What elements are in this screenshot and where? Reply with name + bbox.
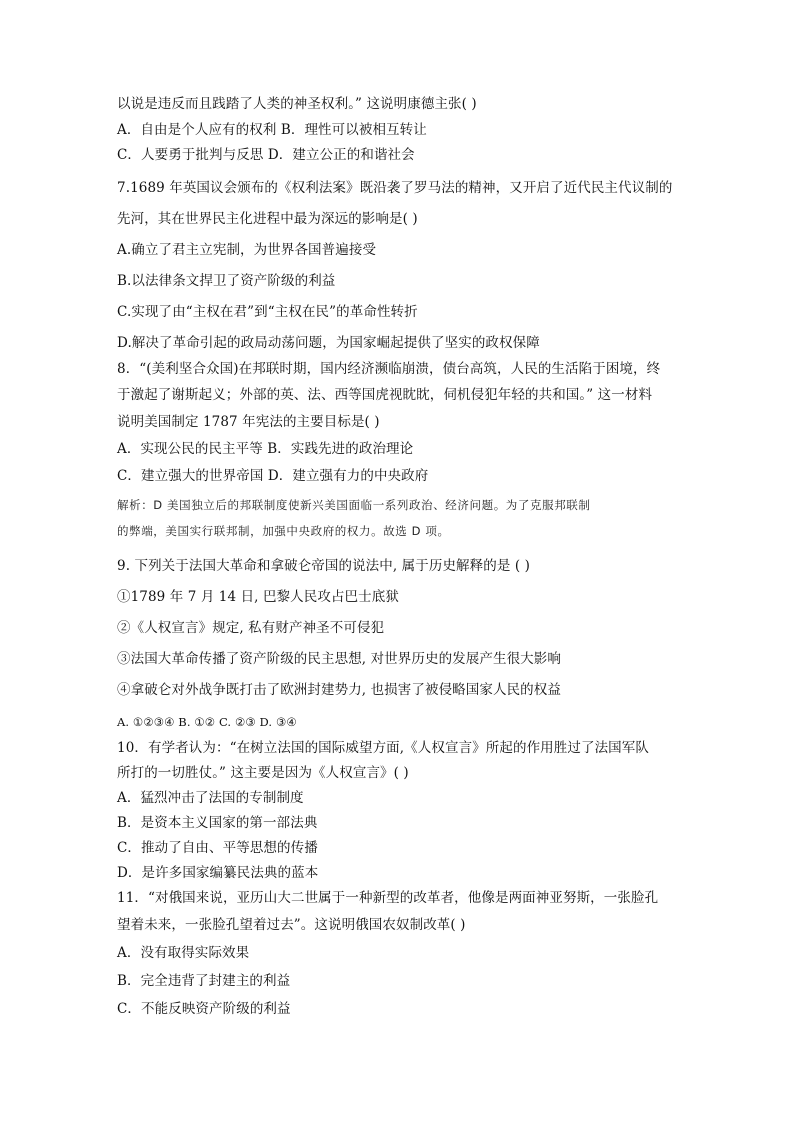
- q11-option-a: A．没有取得实际效果: [117, 945, 250, 961]
- q11-option-c: C．不能反映资产阶级的利益: [117, 1001, 291, 1017]
- q10-option-b: B．是资本主义国家的第一部法典: [117, 815, 318, 831]
- q9-stem: 9. 下列关于法国大革命和拿破仑帝国的说法中, 属于历史解释的是 ( ): [117, 558, 530, 574]
- q8-stem-line-2: 于激起了谢斯起义；外部的英、法、西等国虎视眈眈，伺机侵犯年轻的共和国。” 这一材料: [117, 387, 653, 403]
- q6-options-ab: A．自由是个人应有的权利 B．理性可以被相互转让: [117, 122, 427, 138]
- q10-option-c: C．推动了自由、平等思想的传播: [117, 840, 318, 856]
- q7-stem-line-2: 先河，其在世界民主化进程中最为深远的影响是( ): [117, 211, 418, 227]
- q9-options: A. ①②③④ B. ①② C. ②③ D. ③④: [117, 715, 297, 729]
- q7-stem-line-1: 7.1689 年英国议会颁布的《权利法案》既沿袭了罗马法的精神，又开启了近代民主代议制的: [117, 180, 673, 196]
- q6-stem-line: 以说是违反而且践踏了人类的神圣权利。” 这说明康德主张( ): [117, 96, 477, 112]
- q8-stem-line-3: 说明美国制定 1787 年宪法的主要目标是( ): [117, 414, 380, 430]
- q8-options-ab: A．实现公民的民主平等 B．实践先进的政治理论: [117, 441, 414, 457]
- q11-option-b: B．完全违背了封建主的利益: [117, 973, 291, 989]
- q10-stem-line-2: 所打的一切胜仗。” 这主要是因为《人权宣言》( ): [117, 765, 409, 781]
- q7-option-d: D.解决了革命引起的政局动荡问题，为国家崛起提供了坚实的政权保障: [117, 335, 540, 351]
- q9-item-4: ④拿破仑对外战争既打击了欧洲封建势力, 也损害了被侵略国家人民的权益: [117, 682, 561, 698]
- q8-options-cd: C．建立强大的世界帝国 D．建立强有力的中央政府: [117, 468, 429, 484]
- q10-stem-line-1: 10．有学者认为：“在树立法国的国际威望方面,《人权宣言》所起的作用胜过了法国军队: [117, 740, 649, 756]
- q7-option-a: A.确立了君主立宪制，为世界各国普遍接受: [117, 242, 377, 258]
- q9-item-1: ①1789 年 7 月 14 日, 巴黎人民攻占巴士底狱: [117, 589, 399, 605]
- q9-item-2: ②《人权宣言》规定, 私有财产神圣不可侵犯: [117, 620, 385, 636]
- q8-analysis-line-1: 解析：D 美国独立后的邦联制度使新兴美国面临一系列政治、经济问题。为了克服邦联制: [117, 498, 591, 512]
- q7-option-b: B.以法律条文捍卫了资产阶级的利益: [117, 273, 336, 289]
- q9-item-3: ③法国大革命传播了资产阶级的民主思想, 对世界历史的发展产生很大影响: [117, 651, 561, 667]
- q6-options-cd: C．人要勇于批判与反思 D．建立公正的和谐社会: [117, 147, 415, 163]
- q7-option-c: C.实现了由“主权在君”到“主权在民”的革命性转折: [117, 304, 418, 320]
- q11-stem-line-1: 11．“对俄国来说，亚历山大二世属于一种新型的改革者，他像是两面神亚努斯，一张脸孔: [117, 890, 659, 906]
- q8-stem-line-1: 8．“(美利坚合众国)在邦联时期，国内经济濒临崩溃，债台高筑，人民的生活陷于困境，终: [117, 361, 661, 377]
- q8-analysis-line-2: 的弊端，美国实行联邦制，加强中央政府的权力。故选 D 项。: [117, 524, 450, 538]
- q10-option-d: D．是许多国家编纂民法典的蓝本: [117, 865, 319, 881]
- q10-option-a: A．猛烈冲击了法国的专制制度: [117, 790, 304, 806]
- q11-stem-line-2: 望着未来，一张脸孔望着过去”。这说明俄国农奴制改革( ): [117, 917, 466, 933]
